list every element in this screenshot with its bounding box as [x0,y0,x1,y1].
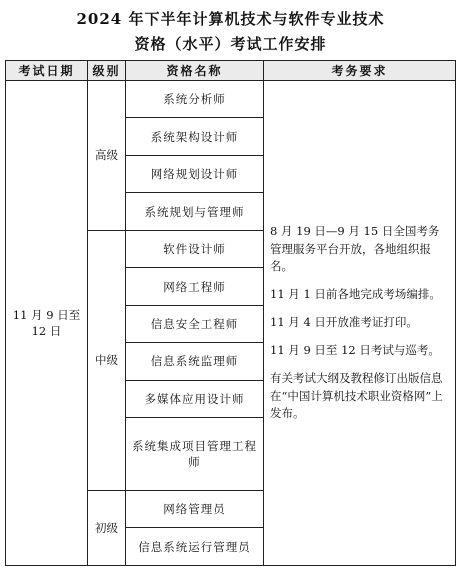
qualification-cell: 信息系统运行管理员 [126,528,264,566]
level-senior: 高级 [88,81,126,231]
qualification-cell: 信息系统监理师 [126,343,264,380]
qualification-cell: 系统架构设计师 [126,118,264,155]
qualification-cell: 系统规划与管理师 [126,193,264,230]
requirement-item: 11 月 1 日前各地完成考场编排。 [270,287,441,302]
header-requirements: 考务要求 [264,61,456,81]
table-header-row [6,61,456,81]
qualification-cell: 信息安全工程师 [126,305,264,342]
qualification-cell: 系统集成项目管理工程师 [126,418,264,491]
header-exam-date: 考试日期 [6,61,88,81]
header-level: 级别 [88,61,126,81]
requirement-item: 有关考试大纲及教程修订出版信息在“中国计算机技术职业资格网”上发布。 [270,370,443,421]
qualification-cell: 软件设计师 [126,230,264,267]
level-intermediate: 中级 [88,230,126,490]
requirement-item: 11 月 9 日至 12 日考试与巡考。 [270,342,440,357]
requirement-item: 8 月 19 日—9 月 15 日全国考务管理服务平台开放，各地组织报名。 [270,223,440,274]
document-title-line1: 2024 年下半年计算机技术与软件专业技术 [76,10,385,28]
requirement-item: 11 月 4 日开放准考证打印。 [270,315,418,330]
level-junior: 初级 [88,490,126,565]
table-row [6,81,456,118]
requirements-cell [264,81,456,566]
qualification-cell: 网络管理员 [126,490,264,527]
exam-date-cell: 11 月 9 日至 12 日 [6,81,88,566]
qualification-cell: 系统分析师 [126,81,264,118]
exam-schedule-table [5,60,456,566]
qualification-cell: 网络工程师 [126,268,264,305]
header-qualification: 资格名称 [126,61,264,81]
qualification-cell: 多媒体应用设计师 [126,380,264,417]
qualification-cell: 网络规划设计师 [126,155,264,192]
document-title-line2: 资格（水平）考试工作安排 [134,35,327,53]
